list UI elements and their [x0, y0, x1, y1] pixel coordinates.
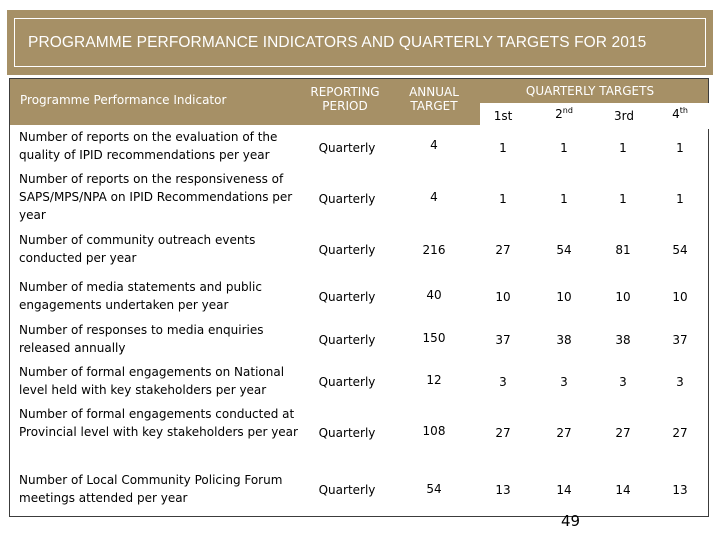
q2-cell: 1: [560, 141, 568, 155]
q1-cell: 10: [495, 290, 511, 304]
performance-table: [9, 78, 709, 517]
header-annual-line1: ANNUAL: [409, 85, 459, 99]
q4-cell: 13: [672, 483, 688, 497]
q1-cell: 3: [499, 375, 507, 389]
annual-cell: 12: [426, 373, 442, 387]
q2-cell: 14: [556, 483, 572, 497]
page-number: 49: [561, 512, 581, 530]
q3-cell: 10: [615, 290, 631, 304]
annual-cell: 4: [430, 190, 438, 204]
annual-cell: 216: [422, 243, 446, 257]
annual-cell: 54: [426, 482, 442, 496]
header-reporting-line1: REPORTING: [310, 85, 380, 99]
period-cell: Quarterly: [318, 290, 376, 304]
title-bar: [7, 10, 713, 75]
period-cell: Quarterly: [318, 192, 376, 206]
page-title: PROGRAMME PERFORMANCE INDICATORS AND QUARTERLY TARGETS FOR 2015: [14, 18, 706, 67]
period-cell: Quarterly: [318, 426, 376, 440]
indicator-cell: Number of reports on the evaluation of the quality of IPID recommendations per year: [19, 130, 278, 162]
q2-cell: 10: [556, 290, 572, 304]
q1-cell: 1: [499, 141, 507, 155]
q1-cell: 1: [499, 192, 507, 206]
q3-cell: 27: [615, 426, 631, 440]
header-q4: 4th: [672, 106, 688, 121]
annual-cell: 150: [422, 331, 446, 345]
period-cell: Quarterly: [318, 333, 376, 347]
q4-cell: 1: [676, 141, 684, 155]
indicator-cell: Number of formal engagements conducted at Provincial level with key stakeholders per year: [19, 407, 298, 439]
q4-cell: 37: [672, 333, 688, 347]
q2-cell: 1: [560, 192, 568, 206]
indicator-cell: Number of formal engagements on National level held with key stakeholders per year: [19, 365, 285, 397]
indicator-cell: Number of reports on the responsiveness of SAPS/MPS/NPA on IPID Recommendations per year: [19, 172, 293, 222]
header-q3: 3rd: [614, 109, 634, 123]
q3-cell: 3: [619, 375, 627, 389]
header-q2: 2nd: [555, 106, 573, 121]
q2-cell: 38: [556, 333, 572, 347]
q3-cell: 1: [619, 192, 627, 206]
q1-cell: 27: [495, 243, 511, 257]
q1-cell: 37: [495, 333, 511, 347]
q4-cell: 1: [676, 192, 684, 206]
q3-cell: 81: [615, 243, 631, 257]
q4-cell: 3: [676, 375, 684, 389]
indicator-cell: Number of media statements and public engagements undertaken per year: [19, 280, 262, 312]
quarter-header-row: [480, 103, 720, 129]
annual-cell: 108: [422, 424, 446, 438]
period-cell: Quarterly: [318, 141, 376, 155]
period-cell: Quarterly: [318, 243, 376, 257]
header-quarterly-targets: QUARTERLY TARGETS: [525, 84, 655, 98]
q3-cell: 14: [615, 483, 631, 497]
indicator-cell: Number of responses to media enquiries released annually: [19, 323, 264, 355]
indicator-cell: Number of Local Community Policing Forum meetings attended per year: [19, 473, 283, 505]
annual-cell: 4: [430, 138, 438, 152]
annual-cell: 40: [426, 288, 442, 302]
period-cell: Quarterly: [318, 375, 376, 389]
q2-cell: 3: [560, 375, 568, 389]
header-reporting-line2: PERIOD: [322, 99, 368, 113]
q4-cell: 10: [672, 290, 688, 304]
q3-cell: 1: [619, 141, 627, 155]
q3-cell: 38: [615, 333, 631, 347]
q1-cell: 27: [495, 426, 511, 440]
period-cell: Quarterly: [318, 483, 376, 497]
header-q1: 1st: [493, 109, 513, 123]
q2-cell: 54: [556, 243, 572, 257]
q2-cell: 27: [556, 426, 572, 440]
q4-cell: 54: [672, 243, 688, 257]
header-annual-target: [409, 85, 459, 113]
q4-cell: 27: [672, 426, 688, 440]
q1-cell: 13: [495, 483, 511, 497]
indicator-cell: Number of community outreach events conducted per year: [19, 233, 256, 265]
header-reporting-period: [310, 85, 379, 113]
header-annual-line2: TARGET: [410, 99, 458, 113]
header-indicator: Programme Performance Indicator: [20, 93, 227, 107]
